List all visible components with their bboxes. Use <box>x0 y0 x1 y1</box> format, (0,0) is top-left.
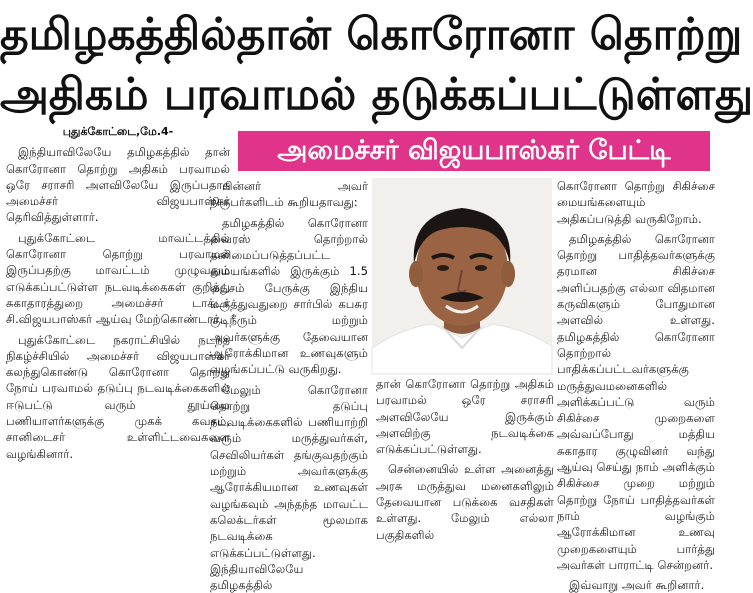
dateline: புதுக்கோட்டை,மே.4- <box>62 125 174 138</box>
paragraph: புதுக்கோட்டை மாவட்டத்தில் கொரோனா தொற்று பரவாமல் இருப்பதற்கு மாவட்டம் முழுவதும் எடுக்கப்பட்டுள்ள நடவடிக்கைகள் குறித்து சுகாதாரத்துறை அமைச்சர் டாக்டர் சி.விஜயபாஸ்கர் ஆய்வு மேற்கொண்டார். <box>6 230 230 327</box>
paragraph: தான் கொரோனா தொற்று அதிகம் பரவாமல் ஒரே சராசரி அளவிலேயே இருக்கும் அளவிற்கு நடவடிக்கை எடுக்கப்பட்டுள்ளது. <box>376 377 554 457</box>
minister-portrait-photo <box>372 178 552 374</box>
subheadline-banner: அமைச்சர் விஜயபாஸ்கர் பேட்டி <box>238 131 710 171</box>
headline-line-1: தமிழகத்தில்தான் கொரோனா தொற்று <box>0 9 743 60</box>
paragraph: புதுக்கோட்டை நகராட்சியில் நடந்த நிகழ்ச்சியில் அமைச்சர் விஜயபாஸ்கர் கலந்துகொண்டு கொரோனா தொற்று நோய் பரவாமல் தடுப்பு நடவடிக்கைகளில் ஈடுபட்டு வரும் தூய்மை பணியாளர்களுக்கு முகக் கவசம், சானிடைசர் உள்ளிட்டவைகளை வழங்கினார். <box>6 332 230 461</box>
paragraph: சென்னையில் உள்ள அனைத்து அரசு மருத்துவ மனைகளிலும் தேவையான படுக்கை வசதிகள் உள்ளது. மேலும் எல்லா பகுதிகளில் <box>376 462 554 542</box>
article-column-middle <box>376 376 554 556</box>
paragraph: கொரோனா தொற்று சிகிச்சை மையங்களையும் அதிகப்படுத்தி வருகிறோம். <box>557 179 715 226</box>
paragraph: இந்தியாவிலேயே தமிழகத்தில் தான் கொரோனா தொற்று அதிகம் பரவாமல் ஒரே சராசரி அளவிலேயே இருப்பதாக அமைச்சர் விஜயபாஸ்கர் தெரிவித்துள்ளார். <box>6 145 230 225</box>
paragraph: பின்னர் அவர் நிருபர்களிடம் கூறியதாவது: <box>210 179 368 210</box>
paragraph: மேலும் கொரோனா தொற்று தடுப்பு நடவடிக்கைகளில் பணியாற்றி வரும் மருத்துவர்கள், செவிலியர்கள் தங்குவதற்கும் மற்றும் அவர்களுக்கு ஆரோக்கியமான உணவுகள் வழங்கவும் அந்தந்த மாவட்ட கலெக்டர்கள் மூலமாக நடவடிக்கை எடுக்கப்பட்டுள்ளது. இந்தியாவிலேயே தமிழகத்தில் <box>210 382 368 593</box>
paragraph: தமிழகத்தில் கொரோனா வைரஸ் தொற்றால் தனிமைப்படுத்தப்பட்ட மையங்களில் இருக்கும் 1.5 லட்சம் பேருக்கு இந்திய மருத்துவதுறை சார்பில் கபசுர குடிநீரும் மற்றும் அவர்களுக்கு தேவையான ஆரோக்கிமான உணவுகளும் வழங்கப்பட்டு வருகிறது. <box>210 215 368 377</box>
paragraph: இவ்வாறு அவர் கூறினார். <box>569 578 705 593</box>
portrait-illustration <box>372 178 552 374</box>
paragraph: தமிழகத்தில் கொரோனா தொற்று பாதித்தவர்களுக்கு தரமான சிகிச்சை அளிப்பதற்கு எல்லா விதமான கருவிகளும் போதுமான அளவில் உள்ளது. தமிழகத்தில் கொரோனா தொற்றால் பாதிக்கப்பட்டவர்களுக்கு மருத்துவமனைகளில் அளிக்கப்பட்டு வரும் சிகிச்சை முறைகளை அவ்வப்போது மத்திய சுகாதார குழுவினர் வந்து ஆய்வு செய்து நாம் அளிக்கும் சிகிச்சை முறை மற்றும் தொற்று நோய் பாதித்தவர்கள் நாம் வழங்கும் ஆரோக்கிமான உணவு முறைகளையும் பார்த்து அவர்கள் பாராட்டி சென்றனர். <box>557 231 715 572</box>
article-column-3 <box>557 178 715 593</box>
article-column-2 <box>210 178 368 593</box>
article-column-1 <box>6 124 230 556</box>
headline-line-2: அதிகம் பரவாமல் தடுக்கப்பட்டுள்ளது <box>0 69 753 120</box>
